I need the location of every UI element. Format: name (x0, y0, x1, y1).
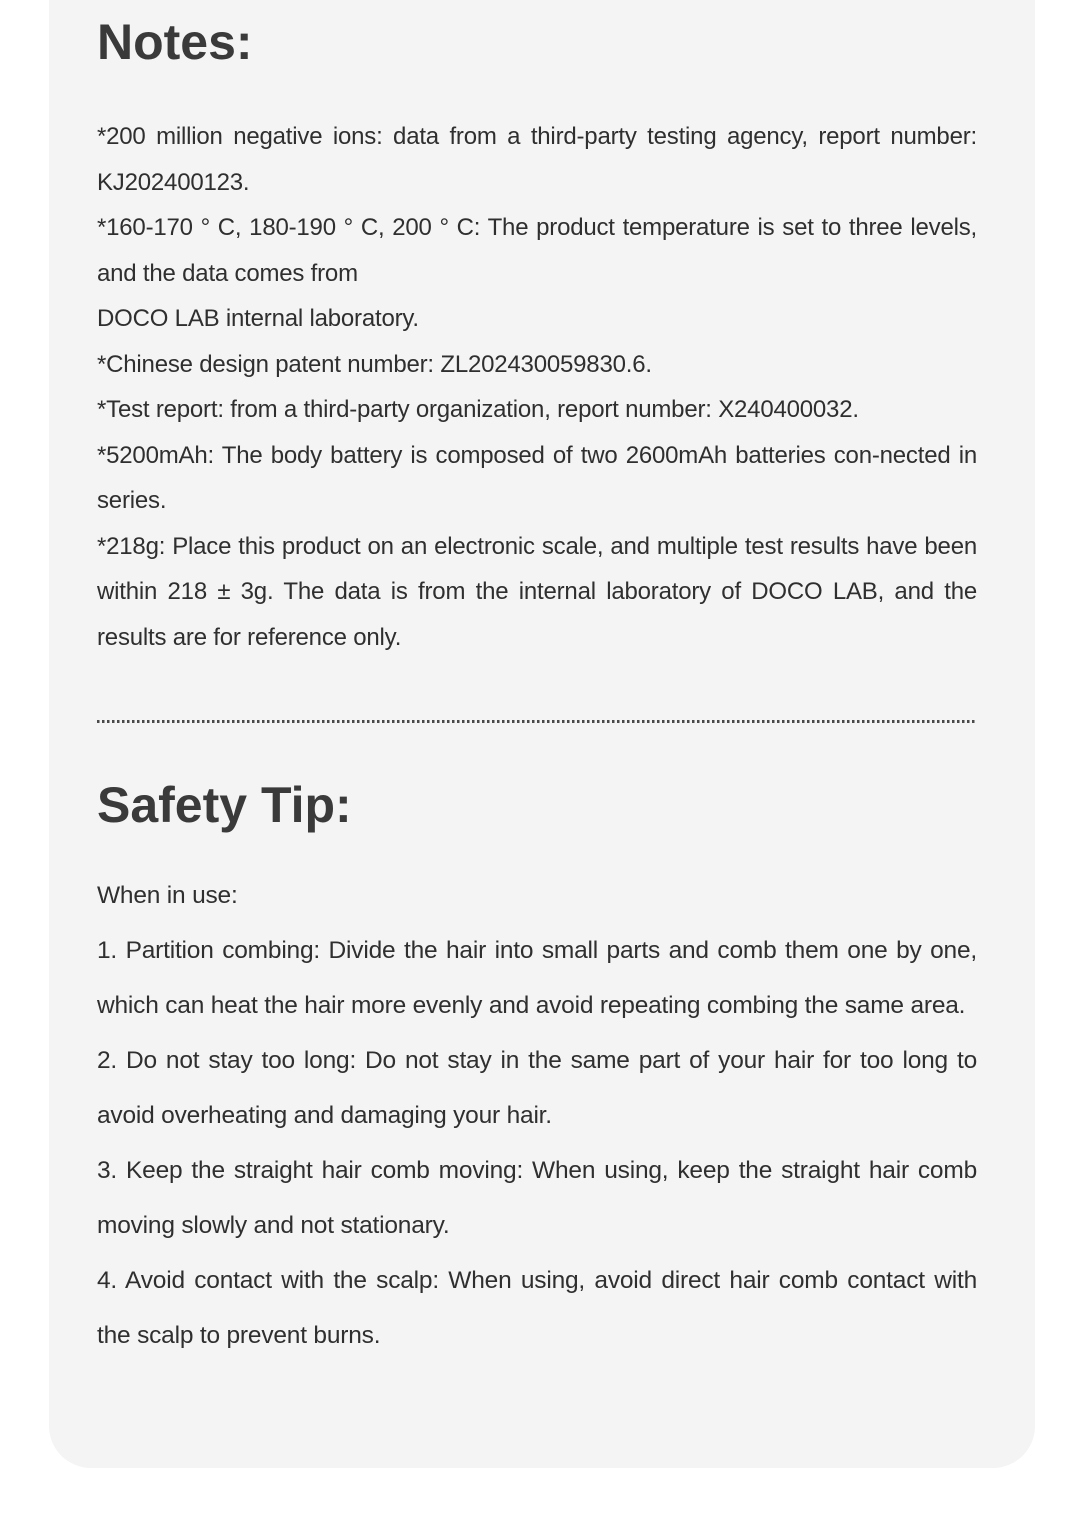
note-item: *160-170 ° C, 180-190 ° C, 200 ° C: The product temperature is set to three levels, and the data comes from (97, 214, 977, 287)
safety-section-title: Safety Tip: (97, 777, 352, 833)
note-item: *218g: Place this product on an electronic scale, and multiple test results have been within 218 ± 3g. The data is from the internal laboratory of DOCO LAB, and the results are for reference only. (97, 532, 977, 651)
safety-intro: When in use: (97, 882, 238, 909)
note-item: *200 million negative ions: data from a third-party testing agency, report number: KJ202400123. (97, 123, 977, 196)
safety-section-body (97, 868, 977, 1363)
safety-item: 4. Avoid contact with the scalp: When using, avoid direct hair comb contact with the scalp to prevent burns. (97, 1267, 977, 1349)
note-item: *5200mAh: The body battery is composed of two 2600mAh batteries con-nected in series. (97, 441, 977, 514)
safety-item: 3. Keep the straight hair comb moving: When using, keep the straight hair comb moving slowly and not stationary. (97, 1157, 977, 1239)
safety-item: 2. Do not stay too long: Do not stay in the same part of your hair for too long to avoid overheating and damaging your hair. (97, 1047, 977, 1129)
safety-item: 1. Partition combing: Divide the hair into small parts and comb them one by one, which can heat the hair more evenly and avoid repeating combing the same area. (97, 937, 977, 1019)
section-divider (97, 720, 977, 723)
notes-section-title: Notes: (97, 14, 253, 70)
notes-section-body (97, 114, 977, 660)
note-item: DOCO LAB internal laboratory. (97, 305, 419, 332)
info-card (49, 0, 1035, 1468)
note-item: *Test report: from a third-party organization, report number: X240400032. (97, 396, 859, 423)
note-item: *Chinese design patent number: ZL202430059830.6. (97, 350, 652, 378)
